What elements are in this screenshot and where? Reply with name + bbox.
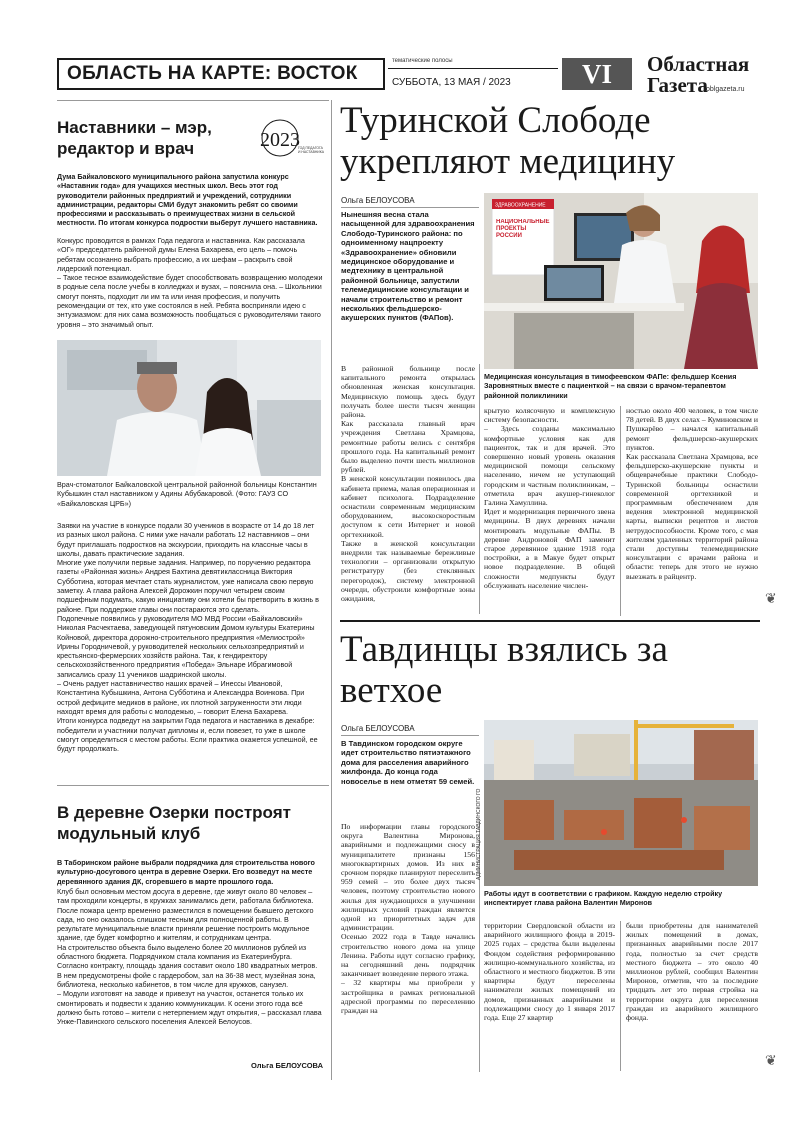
photo-caption: Врач-стоматолог Байкаловской центральной районной больницы Константин Кубышкин стал наставником у Адины Абубакаровой. (Фото: ГАУЗ СО «Байкаловская ЦРБ») bbox=[57, 480, 317, 508]
construction-site-photo bbox=[484, 720, 758, 886]
column-divider bbox=[479, 364, 480, 614]
article-column: ностью около 400 человек, в том числе 78 детей. В двух селах – Куминовском и Пушкарёво – начался капитальный ремонт фельдшерско-акушерских пунктов. Как рассказала Светлана Храмцова, все фельдшерско-акушерские пункты и общеврачебные практики Слободо-Туринской больницы оснастили современной оргтехникой и программным обеспечением для ведения электронной медицинской карты, выписки рецептов и листов нетрудоспособности. Кроме того, с мая жителям удаленных территорий района стали доступны телемедицинские консультации с врачами района и области: теперь для этого не нужно выезжать в райцентр. bbox=[626, 406, 758, 581]
article-author: Ольга БЕЛОУСОВА bbox=[251, 1061, 323, 1070]
logo-caption: ГОД ПЕДАГОГА И НАСТАВНИКА bbox=[298, 146, 324, 154]
story-end-icon: ❦ bbox=[765, 590, 777, 606]
section-label: тематические полосы bbox=[392, 58, 453, 64]
photo-caption: Работы идут в соответствии с графиком. Каждую неделю стройку инспектирует глава района Валентин Миронов bbox=[484, 889, 723, 908]
article-column: В районной больнице после капитального ремонта открылась обновленная женская консультация. Медицинскую помощь здесь будут получать более шести тысяч женщин района. Как рассказала главный врач учреждения Светлана Храмцова, ремонтные работы велись с сентября прошлого года. На капитальный ремонт было выделено почти шесть миллионов рублей. В женской консультации появилось два кабинета приема, малая операционная и кабинет психолога. Подразделение оснастили современным медицинским оборудованием, высокоскоростным доступом к сети Интернет и новой оргтехникой. Также в женской консультации внедрили так называемые бережливые технологии – организовали открытую регистратуру (без стеклянных перегородок), систему электронной очереди, обустроили комфортные зоны ожидания, bbox=[341, 364, 475, 604]
article-column: территории Свердловской области из аварийного жилищного фонда в 2019-2025 годах – средства были выделены Фондом содействия реформированию жилищно-коммунального хозяйства, из областного и местного бюджетов. В эти квартиры будут переселены наниматели жилых помещений из домов, признанных аварийными и подлежащими сносу до 1 января 2017 года. Еще 27 квартир bbox=[484, 921, 615, 1023]
page-number: VI bbox=[562, 58, 632, 90]
photo-caption: Медицинская консультация в тимофеевском ФАПе: фельдшер Ксения Заровнятных вместе с пациенткой – на связи с врачом-терапевтом районной поликлиники bbox=[484, 372, 737, 400]
article-lead: Дума Байкаловского муниципального района запустила конкурс «Наставник года» для учащихся местных школ. Весь этот год руководители районных предприятий и учреждений, сотрудники администрации, редакторы СМИ будут знакомить ребят со своими профессиями и рассказывать о преимуществах жизни в сельской местности. По итогам конкурса подростки выберут лучшего наставника. bbox=[57, 172, 318, 228]
logo-line-1: Областная bbox=[647, 52, 750, 76]
year-of-teacher-logo bbox=[240, 118, 324, 166]
site-url[interactable]: oblgazeta.ru bbox=[706, 86, 745, 93]
photo-credit bbox=[474, 722, 482, 882]
column-divider bbox=[331, 100, 332, 1080]
divider bbox=[57, 100, 329, 101]
doctor-student-photo bbox=[57, 340, 321, 476]
article-column: По информации главы городского округа Валентина Миронова, аварийными и подлежащими сносу в муниципалитете признаны 156 многоквартирных домов. Из них в срочном порядке планируют переселить 959 семей – это более двух тысяч человек, поэтому строительство нового жилья для нуждающихся в улучшении жилищных условий граждан является одной из приоритетных задач для администрации. Осенью 2022 года в Тавде начались строительство нового дома на улице Ленина. Работы идут согласно графику, на сегодняшний день подрядчик заканчивает возведение первого этажа. – 32 квартиры мы приобрели у застройщика в рамках региональной адресной программы по переселению граждан на bbox=[341, 822, 475, 1016]
story-divider bbox=[340, 620, 760, 622]
article-lead: В Таборинском районе выбрали подрядчика для строительства нового культурно-досугового центра в деревне Озерки. Его возведут на месте деревянного здания ДК, сгоревшего в марте прошлого года. bbox=[57, 858, 315, 886]
poster-brand: НАЦИОНАЛЬНЫЕ ПРОЕКТЫ РОССИИ bbox=[496, 219, 550, 239]
telemedicine-photo bbox=[484, 193, 758, 369]
article-headline: Наставники – мэр, редактор и врач bbox=[57, 118, 212, 158]
section-title: ОБЛАСТЬ НА КАРТЕ: ВОСТОК bbox=[57, 58, 385, 90]
article-text: Клуб был основным местом досуга в деревне, где живут около 80 человек – там проходили концерты, в кружках занимались дети, работала библиотека. После пожара центр временно разместился в помещении бывшего детского сада, но оно оказалось слишком тесным для полноценной работы. В результате муниципальные власти приняли решение построить модульное здание, где будет комфортно и жителям, и сотрудникам центра. На строительство объекта было выделено более 20 миллионов рублей из областного бюджета. Подрядчиком стала компания из Екатеринбурга. Согласно контракту, площадь здания составит около 180 квадратных метров. В нем предусмотрены фойе с гардеробом, зал на 36-38 мест, музейная зона, библиотека, несколько кабинетов, в том числе для кружков, санузел. – Модули изготовят на заводе и привезут на участок, останется только их смонтировать и подвести к зданию коммуникации. К осени этого года всё должно быть готово – жители с нетерпением ждут открытия, – рассказал глава Унже-Павинского сельского поселения Алексей Белоусов. bbox=[57, 887, 322, 1027]
article-lead: В Тавдинском городском округе идет строительство пятиэтажного дома для расселения аварийного жилфонда. До конца года новоселье в нем отметят 59 семей. bbox=[341, 739, 475, 786]
article-text: Заявки на участие в конкурсе подали 30 учеников в возрасте от 14 до 18 лет из разных школ района. С ними уже начали работать 12 наставников – они будут приглашать подростков на экскурсии, приходить на классные часы в школы, давать практические задания. Многие уже получили первые задания. Например, по поручению редактора газеты «Районная жизнь» Андрея Бахтина девятиклассница Виктория Субботина, которая мечтает стать журналистом, уже написала свою первую заметку. А глава района Алексей Дорожкин поручил четырем своим подшефным подумать, какую инициативу они хотели бы претворить в жизнь в районе. При поддержке главы они постараются это сделать. Подопечные появились у руководителя МО МВД России «Байкаловский» Николая Расчектаева, заведующей пятуновским Домом культуры Екатерины Койновой, директора дорожно-строительного предприятия «Мелиострой» Ирины Городничевой, у руководителей нескольких сельхозпредприятий и крестьянско-фермерских хозяйств района. Так, к гендиректору сельскохозяйственного предприятия «Победа» Эльнаре Ибрагимовой записались сразу 11 учеников шадринской школы. – Очень радует наставничество наших врачей – Инессы Ивановой, Константина Кубышкина, Антона Субботина и Александра Воинкова. При острой дефиците медиков в районе, их плотной загруженности эти люди находят время для работы с молодежью, – говорит Елена Бахарева. Итоги конкурса подведут на закрытии Года педагога и наставника в декабре: победители и участники получат дипломы и, если повезет, то уже в школе смогут определиться с местом работы. Если практика окажется успешной, ее будут продолжать. bbox=[57, 521, 319, 754]
photo-credit-text: АДМИНИСТРАЦИЯ ТАВДИНСКОГО ГО bbox=[476, 788, 482, 880]
article-column: крытую колясочную и комплексную систему безопасности. – Здесь созданы максимально комфортные условия как для пациенток, так и для врачей. Это совершенно новый уровень оказания медицинской помощи сельскому населению, ничем не уступающий городским и частным поликлиникам, – отметила врач акушер-гинеколог Галина Хамуллина. Идет и модернизация первичного звена медицины. В двух деревнях начали монтировать модульные ФАПы. В деревне Андроновой ФАП заменит старое деревянное здание 1918 года постройки, а в Макуе будет открыт новое подразделение. В общей сложности медпункты будут обслуживать население числен- bbox=[484, 406, 615, 590]
divider bbox=[57, 785, 329, 786]
article-text: Конкурс проводится в рамках Года педагога и наставника. Как рассказала «ОГ» председатель районной думы Елена Бахарева, его цель – помочь ребятам осознанно выбрать профессию, а их шефам – раскрыть свой лидерский потенциал. – Такое тесное взаимодействие будет способствовать возвращению молодежи в родные села после учебы в колледжах и вузах, – пояснила она. – Школьники смогут понять, подходит ли им та или иная профессия, и получить рекомендации от тех, кто уже состоялся в ней. Ребята восприняли идею с энтузиазмом: для них сама возможность пообщаться с руководителями такого уровня – это значимый опыт. bbox=[57, 236, 323, 329]
logo-line-2: Газета bbox=[647, 73, 708, 97]
article-author: Ольга БЕЛОУСОВА bbox=[341, 196, 479, 208]
article-author: Ольга БЕЛОУСОВА bbox=[341, 724, 479, 736]
article-headline: Тавдинцы взялись за ветхое bbox=[340, 629, 668, 711]
header-info bbox=[388, 58, 558, 90]
article-lead: Нынешняя весна стала насыщенной для здравоохранения Слободо-Туринского района: по одноименному нацпроекту «Здравоохранение» обновили медицинское оборудование и медтехнику в центральной районной больнице, запустили телемедицинские консультации и начали строительство и ремонт нескольких фельдшерско-акушерских пунктов (ФАПов). bbox=[341, 210, 475, 323]
header-divider bbox=[388, 68, 558, 69]
column-divider bbox=[620, 406, 621, 616]
article-headline: В деревне Озерки построят модульный клуб bbox=[57, 803, 291, 843]
story-end-icon: ❦ bbox=[765, 1052, 777, 1068]
logo-year: 2023 bbox=[260, 129, 300, 151]
issue-date: СУББОТА, 13 МАЯ / 2023 bbox=[392, 77, 511, 88]
article-headline: Туринской Слободе укрепляют медицину bbox=[340, 100, 676, 182]
column-divider bbox=[620, 921, 621, 1071]
poster-title: ЗДРАВООХРАНЕНИЕ bbox=[495, 202, 546, 209]
article-column: были приобретены для нанимателей жилых помещений в домах, признанных аварийными после 2017 года, полностью за счет средств местного бюджета – это около 40 миллионов рублей, сообщил Валентин Миронов, отметив, что за последние тридцать лет это первая стройка на территории округа для переселения граждан из аварийного жилищного фонда. bbox=[626, 921, 758, 1023]
